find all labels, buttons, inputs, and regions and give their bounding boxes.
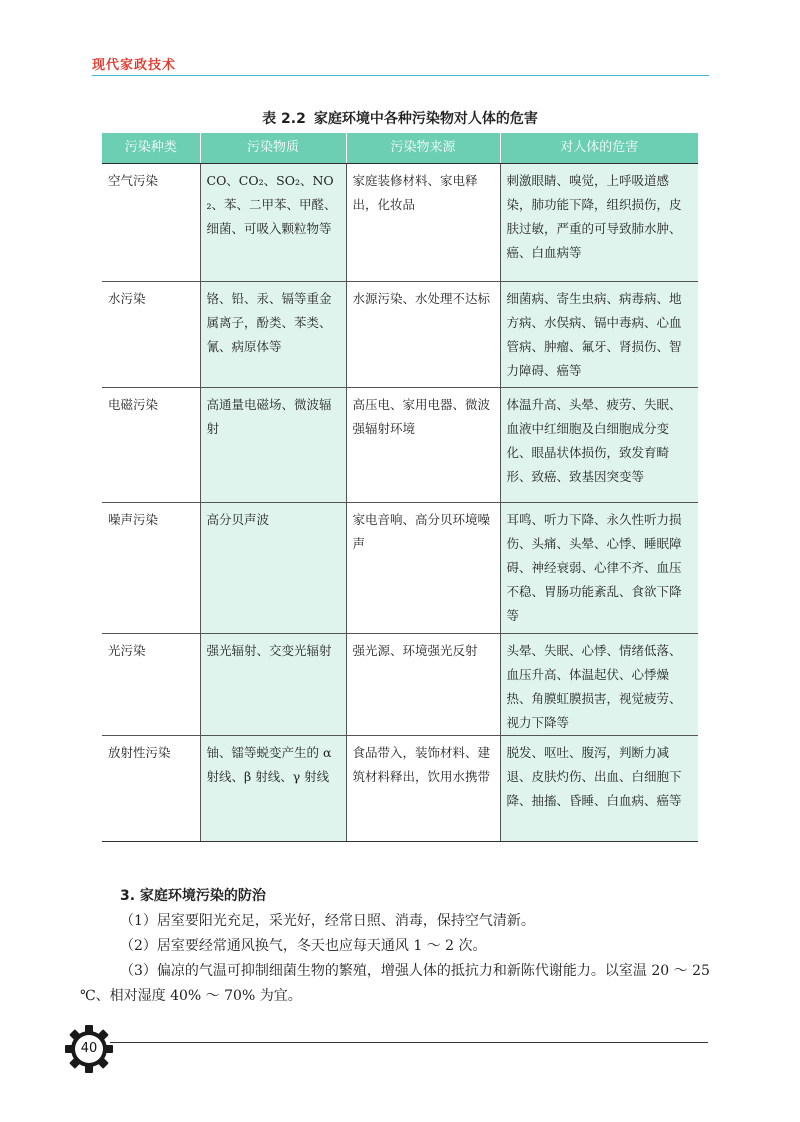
- column-header: 污染物来源: [346, 133, 500, 164]
- table-row: [102, 634, 698, 736]
- table-cell-source: 强光源、环境强光反射: [346, 634, 500, 736]
- column-header: 污染种类: [102, 133, 200, 164]
- table-cell-substance: 铀、镭等蜕变产生的 α 射线、β 射线、γ 射线: [200, 736, 346, 842]
- table-row: [102, 736, 698, 842]
- table-cell-source: 高压电、家用电器、微波强辐射环境: [346, 388, 500, 503]
- table-caption: [0, 108, 800, 128]
- footer-divider: [110, 1042, 708, 1043]
- table-title: 家庭环境中各种污染物对人体的危害: [313, 111, 538, 127]
- table-cell-hazard: 头晕、失眠、心悸、情绪低落、血压升高、体温起伏、心悸燥热、角膜虹膜损害，视觉疲劳、视力下降等: [500, 634, 698, 736]
- table-cell-hazard: 体温升高、头晕、疲劳、失眠、血液中红细胞及白细胞成分变化、眼晶状体损伤，致发育畸形、致癌、致基因突变等: [500, 388, 698, 503]
- table-cell-type: 水污染: [102, 282, 200, 388]
- section-paragraph: （2）居室要经常通风换气，冬天也应每天通风 1 ～ 2 次。: [120, 938, 487, 954]
- table-row: [102, 164, 698, 282]
- table-cell-type: 噪声污染: [102, 503, 200, 634]
- table-cell-source: 水源污染、水处理不达标: [346, 282, 500, 388]
- table-cell-hazard: 脱发、呕吐、腹泻，判断力减退、皮肤灼伤、出血、白细胞下降、抽搐、昏睡、白血病、癌等: [500, 736, 698, 842]
- table-row: [102, 282, 698, 388]
- column-header: 污染物质: [200, 133, 346, 164]
- table-cell-type: 光污染: [102, 634, 200, 736]
- table-cell-type: 空气污染: [102, 164, 200, 282]
- table-cell-substance: 强光辐射、交变光辐射: [200, 634, 346, 736]
- prevention-section: [80, 884, 720, 1009]
- table-cell-hazard: 刺激眼睛、嗅觉，上呼吸道感染，肺功能下降，组织损伤，皮肤过敏，严重的可导致肺水肿、癌、白血病等: [500, 164, 698, 282]
- table-cell-hazard: 细菌病、寄生虫病、病毒病、地方病、水俣病、镉中毒病、心血管病、肿瘤、氟牙、肾损伤、智力障碍、癌等: [500, 282, 698, 388]
- section-heading: 3. 家庭环境污染的防治: [120, 888, 266, 904]
- table-cell-type: 电磁污染: [102, 388, 200, 503]
- table-cell-substance: 高分贝声波: [200, 503, 346, 634]
- header-divider: [92, 75, 709, 76]
- table-header-row: [102, 133, 698, 164]
- book-title: 现代家政技术: [92, 58, 177, 73]
- table-cell-source: 食品带入，装饰材料、建筑材料释出，饮用水携带: [346, 736, 500, 842]
- table-row: [102, 503, 698, 634]
- table-cell-substance: CO、CO₂、SO₂、NO₂、苯、二甲苯、甲醛、细菌、可吸入颗粒物等: [200, 164, 346, 282]
- table-cell-source: 家电音响、高分贝环境噪声: [346, 503, 500, 634]
- table-cell-substance: 铬、铅、汞、镉等重金属离子，酚类、苯类、氰、病原体等: [200, 282, 346, 388]
- table-cell-hazard: 耳鸣、听力下降、永久性听力损伤、头痛、头晕、心悸、睡眠障碍、神经衰弱、心律不齐、血压不稳、胃肠功能紊乱、食欲下降等: [500, 503, 698, 634]
- table-number: 表 2.2: [262, 111, 306, 127]
- page-number: 40: [80, 1041, 98, 1056]
- table-cell-substance: 高通量电磁场、微波辐射: [200, 388, 346, 503]
- table-cell-source: 家庭装修材料、家电释出，化妆品: [346, 164, 500, 282]
- column-header: 对人体的危害: [500, 133, 698, 164]
- section-paragraph: （3）偏凉的气温可抑制细菌生物的繁殖，增强人体的抵抗力和新陈代谢能力。以室温 20 ～ 25 ℃、相对湿度 40% ～ 70% 为宜。: [80, 963, 710, 1004]
- table-row: [102, 388, 698, 503]
- section-paragraph: （1）居室要阳光充足，采光好，经常日照、消毒，保持空气清新。: [120, 913, 535, 929]
- pollution-hazard-table: [102, 133, 698, 842]
- table-cell-type: 放射性污染: [102, 736, 200, 842]
